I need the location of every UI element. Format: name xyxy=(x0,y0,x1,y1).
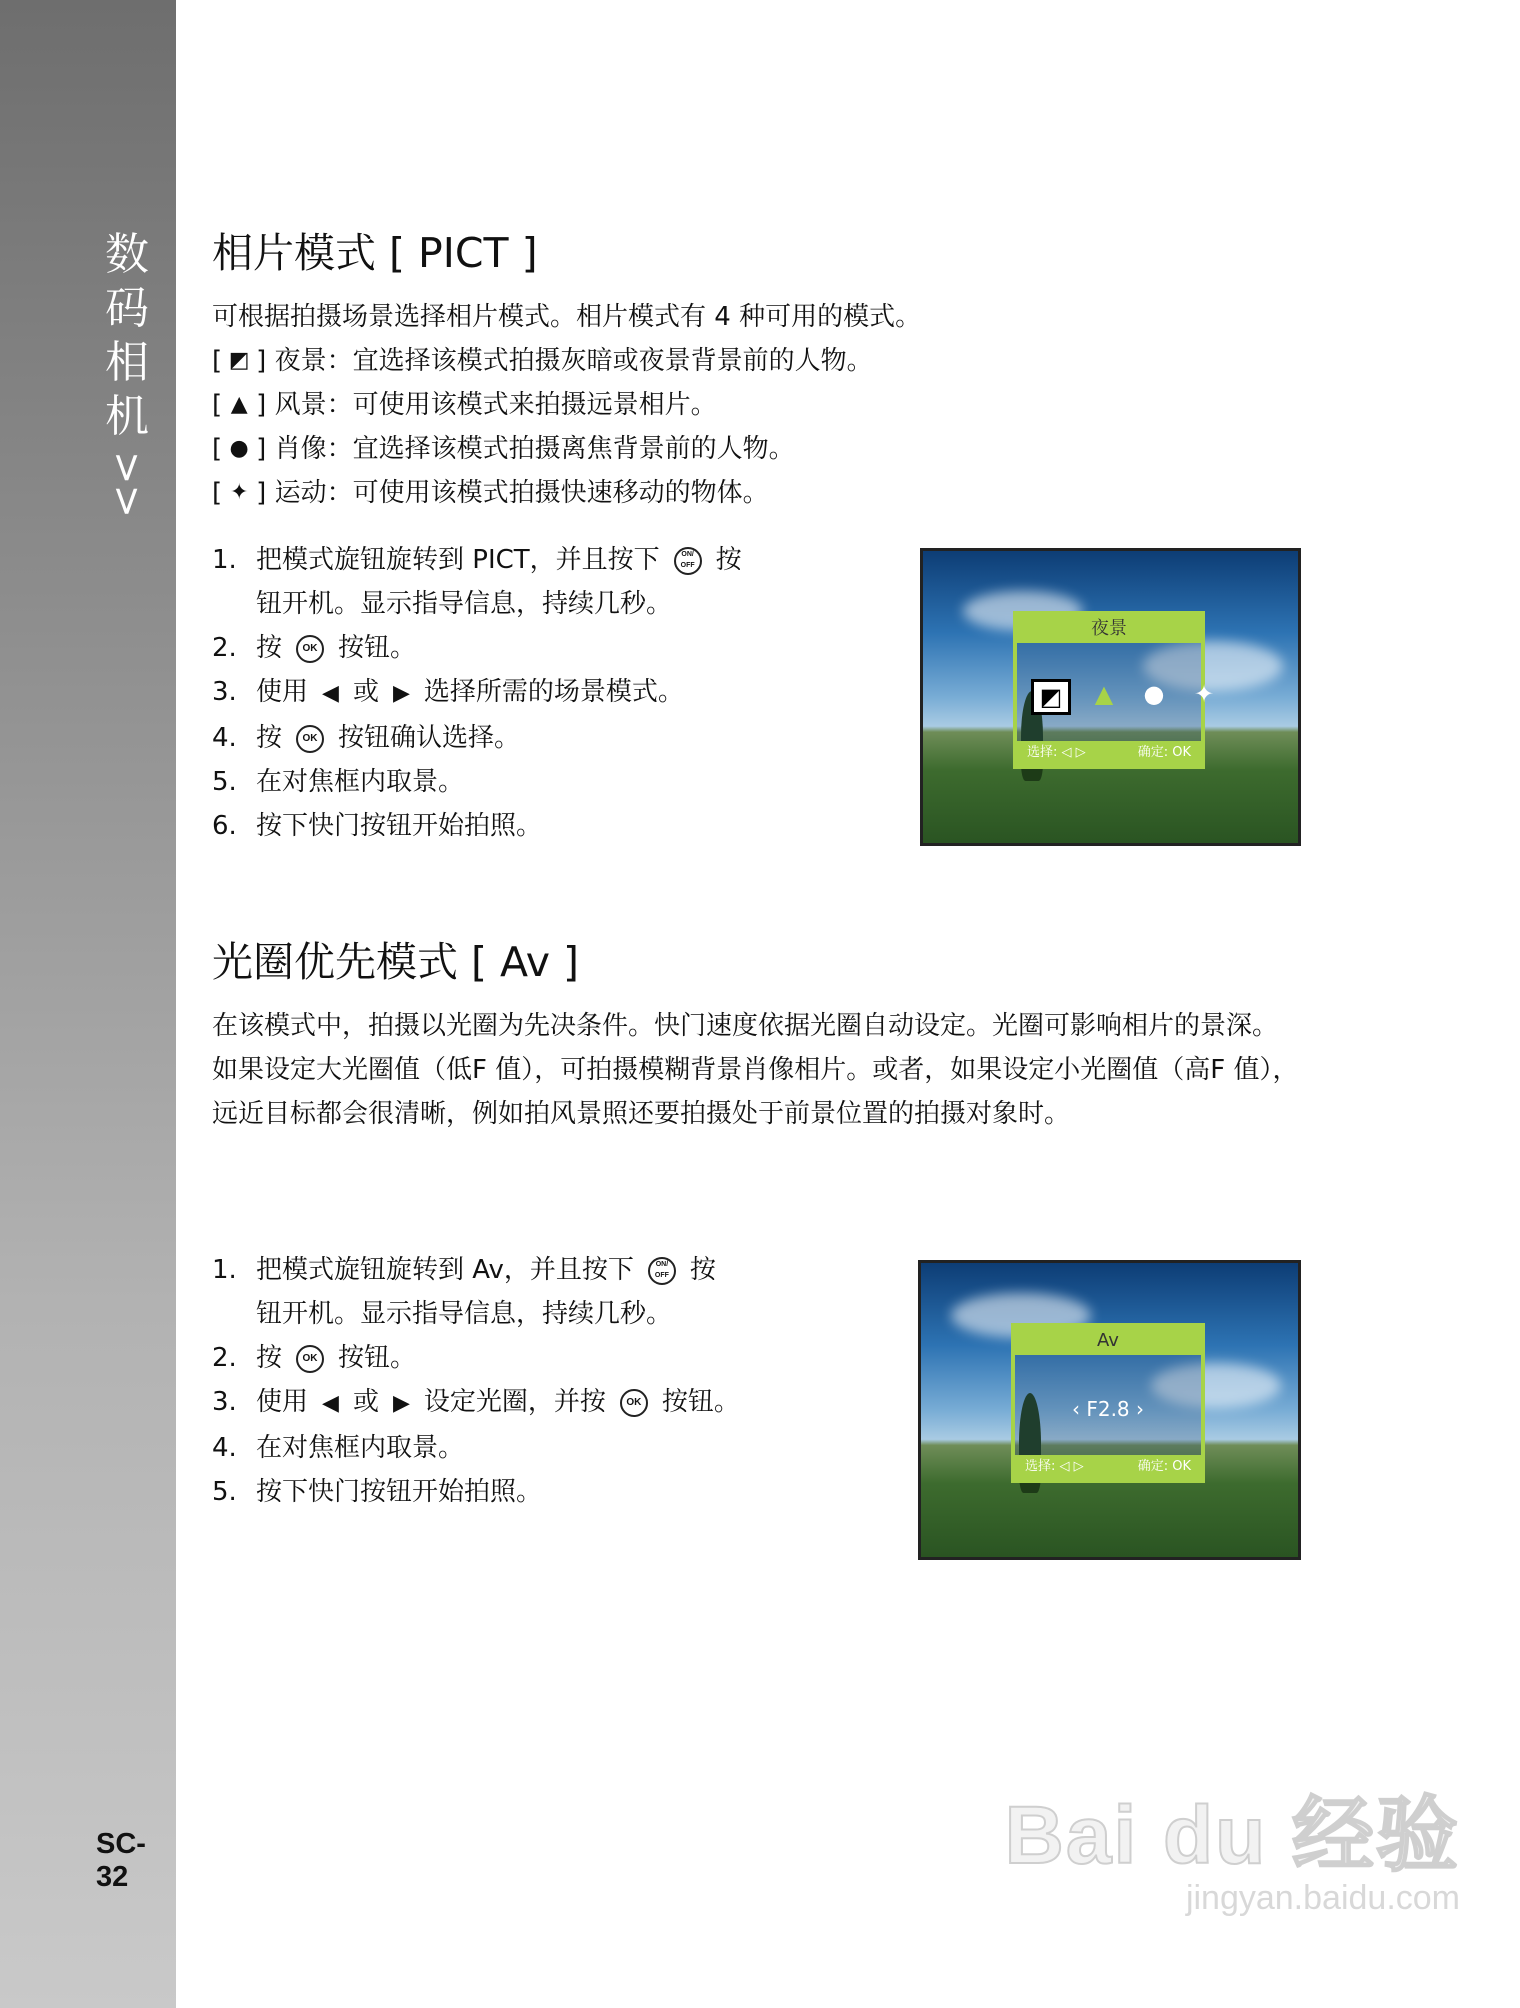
section1-intro-block xyxy=(212,295,1312,515)
step-text: 按下快门按钮开始拍照。 xyxy=(256,811,543,841)
mode-night: [ ◩ ] 夜景：宜选择该模式拍摄灰暗或夜景背景前的人物。 xyxy=(212,339,1312,383)
aperture-menu-title: Av xyxy=(1015,1327,1201,1355)
step-2: 2. 按 OK 按钮。 xyxy=(212,633,417,663)
sidebar-char: 相 xyxy=(105,337,149,388)
ok-button-icon: OK xyxy=(296,635,324,663)
step-text: 按钮确认选择。 xyxy=(338,723,521,753)
scene-menu-title: 夜景 xyxy=(1017,615,1201,643)
sidebar xyxy=(0,0,176,2008)
step-text: 在对焦框内取景。 xyxy=(256,1433,465,1463)
sports-icon: ✦ xyxy=(1193,680,1215,708)
watermark-url: jingyan.baidu.com xyxy=(1185,1879,1460,1917)
step-text: 按钮。 xyxy=(338,1343,417,1373)
section-title-av: 光圈优先模式 [ Av ] xyxy=(212,938,579,986)
step-1-cont xyxy=(212,1292,812,1336)
step-text: 使用 xyxy=(256,1387,309,1417)
sports-icon: ✦ xyxy=(229,480,249,505)
section2-para1: 在该模式中，拍摄以光圈为先决条件。快门速度依据光圈自动设定。光圈可影响相片的景深。 xyxy=(212,1011,1279,1041)
step-2: 2. 按 OK 按钮。 xyxy=(212,1343,417,1373)
onoff-button-icon: ON/ OFF xyxy=(674,547,702,575)
camera-screen-av xyxy=(918,1260,1301,1560)
ok-button-icon: OK xyxy=(620,1389,648,1417)
step-5: 5. 按下快门按钮开始拍照。 xyxy=(212,1470,812,1514)
right-arrow-icon: ▶ xyxy=(392,681,410,706)
camera-screen-pict xyxy=(920,548,1301,846)
step-1: 1. 把模式旋钮旋转到 PICT，并且按下 ON/ OFF 按 xyxy=(212,545,742,575)
mode-portrait: [ ● ] 肖像：宜选择该模式拍摄离焦背景前的人物。 xyxy=(212,427,1312,471)
step-text: 把模式旋钮旋转到 Av，并且按下 xyxy=(256,1255,634,1285)
mode-text: 风景：可使用该模式来拍摄远景相片。 xyxy=(274,390,717,420)
footer-select: 选择: ◁ ▷ xyxy=(1025,1459,1084,1474)
landscape-icon: ▲ xyxy=(1094,680,1114,708)
left-arrow-icon: ◀ xyxy=(322,1391,339,1416)
section1-intro: 可根据拍摄场景选择相片模式。相片模式有 4 种可用的模式。 xyxy=(212,302,922,332)
step-text: 钮开机。显示指导信息，持续几秒。 xyxy=(256,1299,673,1329)
footer-confirm: 确定: OK xyxy=(1137,1459,1191,1474)
portrait-icon: ● xyxy=(229,436,249,461)
step-text: 使用 xyxy=(256,677,309,707)
step-text: 按 xyxy=(715,545,742,575)
ok-button-icon: OK xyxy=(296,725,324,753)
step-6: 6. 按下快门按钮开始拍照。 xyxy=(212,804,812,848)
right-arrow-icon: ▶ xyxy=(392,1391,410,1416)
page-number: SC-32 xyxy=(96,1828,146,1893)
step-text: 按 xyxy=(256,633,283,663)
step-3: 3. 使用 ◀ 或 ▶ 设定光圈，并按 OK 按钮。 xyxy=(212,1387,740,1417)
section1-steps xyxy=(212,538,812,848)
footer-select: 选择: ◁ ▷ xyxy=(1027,745,1086,760)
mode-landscape: [ ▲ ] 风景：可使用该模式来拍摄远景相片。 xyxy=(212,383,1312,427)
section2-steps xyxy=(212,1248,812,1514)
step-text: 设定光圈，并按 xyxy=(423,1387,606,1417)
sidebar-title xyxy=(97,228,157,519)
onoff-button-icon: ON/ OFF xyxy=(648,1257,676,1285)
scene-icon-row xyxy=(1031,679,1221,715)
step-text: 钮开机。显示指导信息，持续几秒。 xyxy=(256,589,673,619)
step-4: 4. 按 OK 按钮确认选择。 xyxy=(212,723,521,753)
ok-button-icon: OK xyxy=(296,1345,324,1373)
sidebar-char: 码 xyxy=(105,283,149,334)
step-1-cont xyxy=(212,582,812,626)
step-text: 按 xyxy=(689,1255,716,1285)
step-1: 1. 把模式旋钮旋转到 Av，并且按下 ON/ OFF 按 xyxy=(212,1255,716,1285)
step-text: 或 xyxy=(352,677,379,707)
aperture-menu xyxy=(1011,1323,1205,1483)
section-title-pict: 相片模式 [ PICT ] xyxy=(212,229,538,277)
section2-para2: 如果设定大光圈值（低F 值），可拍摄模糊背景肖像相片。或者，如果设定小光圈值（高F 值），远近目标都会很清晰，例如拍风景照还要拍摄处于前景位置的拍摄对象时。 xyxy=(212,1055,1299,1129)
step-text: 按 xyxy=(256,723,283,753)
left-arrow-icon: ◀ xyxy=(322,681,339,706)
footer-confirm: 确定: OK xyxy=(1137,745,1191,760)
step-4: 4. 在对焦框内取景。 xyxy=(212,1426,812,1470)
landscape-icon: ▲ xyxy=(230,392,248,417)
mode-text: 夜景：宜选择该模式拍摄灰暗或夜景背景前的人物。 xyxy=(274,346,873,376)
mode-text: 肖像：宜选择该模式拍摄离焦背景前的人物。 xyxy=(274,434,795,464)
aperture-menu-footer xyxy=(1015,1455,1201,1479)
portrait-icon: ● xyxy=(1143,680,1165,708)
step-text: 或 xyxy=(352,1387,379,1417)
sidebar-char: 数 xyxy=(105,229,149,280)
sidebar-char: 机 xyxy=(105,391,149,442)
step-text: 按下快门按钮开始拍照。 xyxy=(256,1477,543,1507)
step-3: 3. 使用 ◀ 或 ▶ 选择所需的场景模式。 xyxy=(212,677,684,707)
step-text: 选择所需的场景模式。 xyxy=(423,677,684,707)
step-5: 5. 在对焦框内取景。 xyxy=(212,760,812,804)
night-portrait-icon: ◩ xyxy=(1031,679,1071,715)
step-text: 按 xyxy=(256,1343,283,1373)
watermark-logo: Bai du 经验 xyxy=(1004,1790,1460,1881)
step-text: 按钮。 xyxy=(661,1387,740,1417)
aperture-value: ‹ F2.8 › xyxy=(1071,1397,1145,1421)
step-text: 在对焦框内取景。 xyxy=(256,767,465,797)
scene-menu xyxy=(1013,611,1215,769)
step-text: 把模式旋钮旋转到 PICT，并且按下 xyxy=(256,545,660,575)
mode-sports: [ ✦ ] 运动：可使用该模式拍摄快速移动的物体。 xyxy=(212,471,1312,515)
section2-description xyxy=(212,1004,1312,1136)
watermark xyxy=(1005,1770,1460,1918)
night-portrait-icon: ◩ xyxy=(228,348,250,373)
step-text: 按钮。 xyxy=(338,633,417,663)
sidebar-arrow: >> xyxy=(104,451,150,519)
mode-text: 运动：可使用该模式拍摄快速移动的物体。 xyxy=(274,478,769,508)
scene-menu-footer xyxy=(1017,741,1201,765)
